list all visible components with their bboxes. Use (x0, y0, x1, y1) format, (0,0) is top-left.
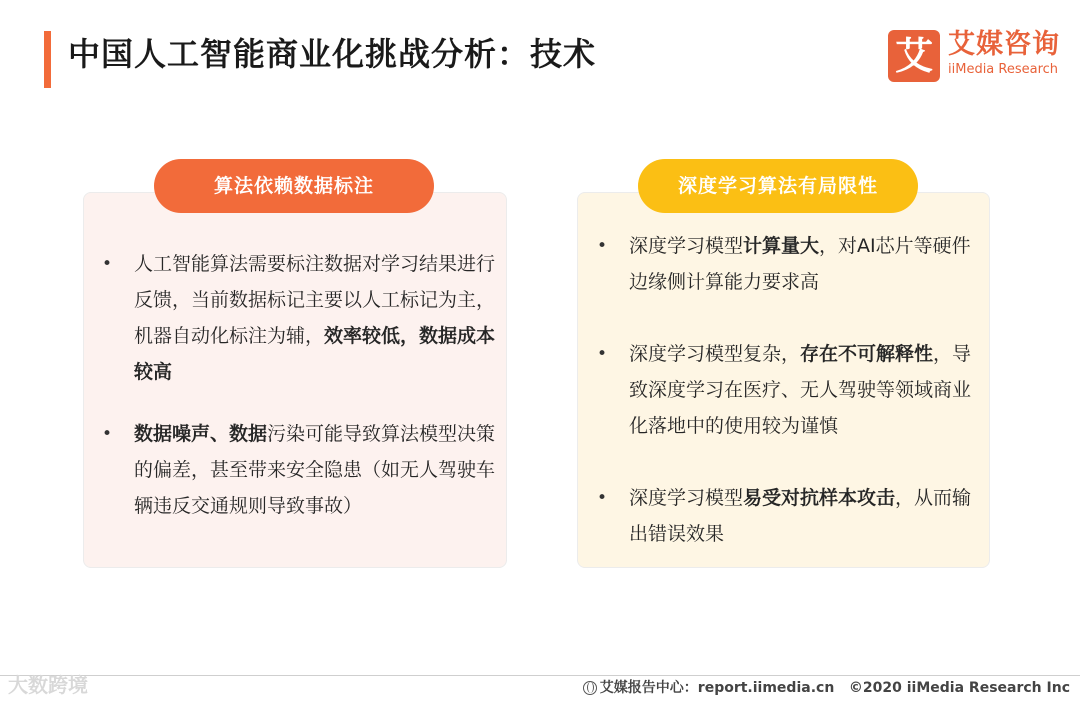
logo-mark: 艾 (888, 30, 940, 82)
source-text: 艾媒报告中心：report.iimedia.cn (599, 680, 835, 696)
footer-source (583, 679, 1070, 697)
logo-name-en: iiMedia Research (948, 62, 1059, 77)
bullet-text: ，从而输出错误效果 (629, 487, 972, 545)
bullet-dot-icon: • (102, 424, 113, 444)
bullet-emphasis: 存在不可解释性 (800, 343, 934, 365)
bullet-item (595, 480, 980, 552)
bullet-item (595, 336, 980, 444)
bullet-text: ，导致深度学习在医疗、无人驾驶等领域商业化落地中的使用较为谨慎 (629, 343, 972, 437)
bullet-emphasis: 数据噪声、数据 (134, 423, 268, 445)
iimedia-logo (888, 30, 1063, 82)
watermark: 大数跨境 (8, 673, 88, 697)
bullet-dot-icon: • (102, 254, 113, 274)
bullet-dot-icon: • (597, 344, 608, 364)
bullet-item (100, 416, 500, 524)
footer-divider (0, 675, 1080, 676)
bullet-dot-icon: • (597, 488, 608, 508)
logo-name-cn: 艾媒咨询 (948, 29, 1060, 60)
globe-icon (583, 681, 597, 695)
bullet-emphasis: 效率较低，数据成本较高 (134, 325, 496, 383)
bullet-text: 深度学习模型 (629, 235, 744, 257)
bullet-item (595, 228, 980, 300)
left-card-heading: 算法依赖数据标注 (154, 159, 434, 213)
bullet-text: ，对AI芯片等硬件边缘侧计算能力要求高 (629, 235, 971, 293)
bullet-text: 深度学习模型 (629, 487, 744, 509)
bullet-text: 污染可能导致算法模型决策的偏差，甚至带来安全隐患（如无人驾驶车辆违反交通规则导致事故） (134, 423, 496, 517)
bullet-emphasis: 易受对抗样本攻击 (743, 487, 896, 509)
bullet-text: 深度学习模型复杂， (629, 343, 801, 365)
right-card-heading: 深度学习算法有局限性 (638, 159, 918, 213)
bullet-item (100, 246, 500, 390)
bullet-dot-icon: • (597, 236, 608, 256)
title-accent-bar (44, 31, 51, 88)
bullet-text: 人工智能算法需要标注数据对学习结果进行反馈，当前数据标记主要以人工标记为主，机器自动化标注为辅， (134, 253, 496, 347)
copyright-text: ©2020 iiMedia Research Inc (848, 680, 1070, 696)
bullet-emphasis: 计算量大 (743, 235, 820, 257)
left-bullet-list (100, 246, 500, 524)
page-title: 中国人工智能商业化挑战分析：技术 (68, 35, 597, 73)
right-bullet-list (595, 228, 980, 552)
